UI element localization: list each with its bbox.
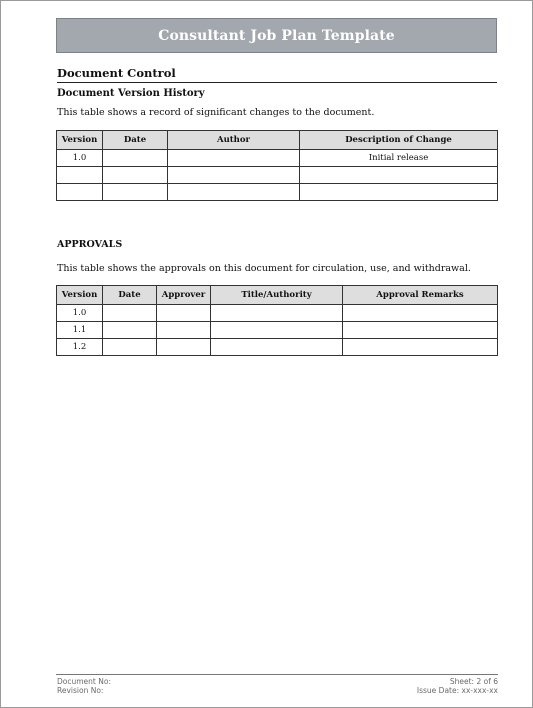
footer-sheet: Sheet: 2 of 6 <box>449 677 498 686</box>
column-header: Version <box>57 131 103 150</box>
table-cell[interactable] <box>57 167 103 184</box>
column-header: Approval Remarks <box>343 286 498 305</box>
column-header: Description of Change <box>300 131 498 150</box>
table-cell[interactable] <box>300 167 498 184</box>
column-header: Version <box>57 286 103 305</box>
table-row <box>57 150 498 167</box>
table-cell[interactable] <box>157 339 211 356</box>
table-row <box>57 305 498 322</box>
table-cell[interactable] <box>103 322 157 339</box>
table-row <box>57 339 498 356</box>
footer-revision-no: Revision No: <box>57 686 104 695</box>
version-history-heading: Document Version History <box>57 88 205 99</box>
table-cell[interactable] <box>211 305 343 322</box>
table-header-row <box>57 131 498 150</box>
table-cell[interactable]: 1.1 <box>57 322 103 339</box>
table-cell[interactable] <box>343 305 498 322</box>
table-cell[interactable] <box>343 339 498 356</box>
document-title-bar <box>56 18 497 53</box>
version-history-table <box>56 130 498 201</box>
table-cell[interactable] <box>168 184 300 201</box>
table-cell[interactable] <box>211 322 343 339</box>
table-cell[interactable]: Initial release <box>300 150 498 167</box>
footer-issue-date: Issue Date: xx-xxx-xx <box>416 686 498 695</box>
footer-document-no: Document No: <box>57 677 111 686</box>
table-cell[interactable]: 1.2 <box>57 339 103 356</box>
approvals-intro: This table shows the approvals on this document for circulation, use, and withdrawal. <box>57 263 471 274</box>
table-cell[interactable] <box>343 322 498 339</box>
table-row <box>57 322 498 339</box>
table-row <box>57 184 498 201</box>
table-cell[interactable] <box>57 184 103 201</box>
table-cell[interactable]: 1.0 <box>57 305 103 322</box>
table-cell[interactable] <box>300 184 498 201</box>
approvals-table <box>56 285 498 356</box>
table-cell[interactable] <box>103 305 157 322</box>
table-cell[interactable] <box>103 167 168 184</box>
table-cell[interactable]: 1.0 <box>57 150 103 167</box>
table-cell[interactable] <box>157 322 211 339</box>
column-header: Date <box>103 286 157 305</box>
approvals-heading: APPROVALS <box>57 239 123 250</box>
table-cell[interactable] <box>168 167 300 184</box>
footer-divider <box>56 674 498 675</box>
column-header: Date <box>103 131 168 150</box>
table-cell[interactable] <box>103 184 168 201</box>
table-cell[interactable] <box>211 339 343 356</box>
table-cell[interactable] <box>168 150 300 167</box>
table-cell[interactable] <box>103 150 168 167</box>
column-header: Title/Authority <box>211 286 343 305</box>
section-heading-document-control: Document Control <box>57 66 497 83</box>
column-header: Author <box>168 131 300 150</box>
table-cell[interactable] <box>103 339 157 356</box>
version-history-intro: This table shows a record of significant changes to the document. <box>57 107 375 118</box>
table-header-row <box>57 286 498 305</box>
table-row <box>57 167 498 184</box>
column-header: Approver <box>157 286 211 305</box>
document-title: Consultant Job Plan Template <box>158 27 395 44</box>
table-cell[interactable] <box>157 305 211 322</box>
